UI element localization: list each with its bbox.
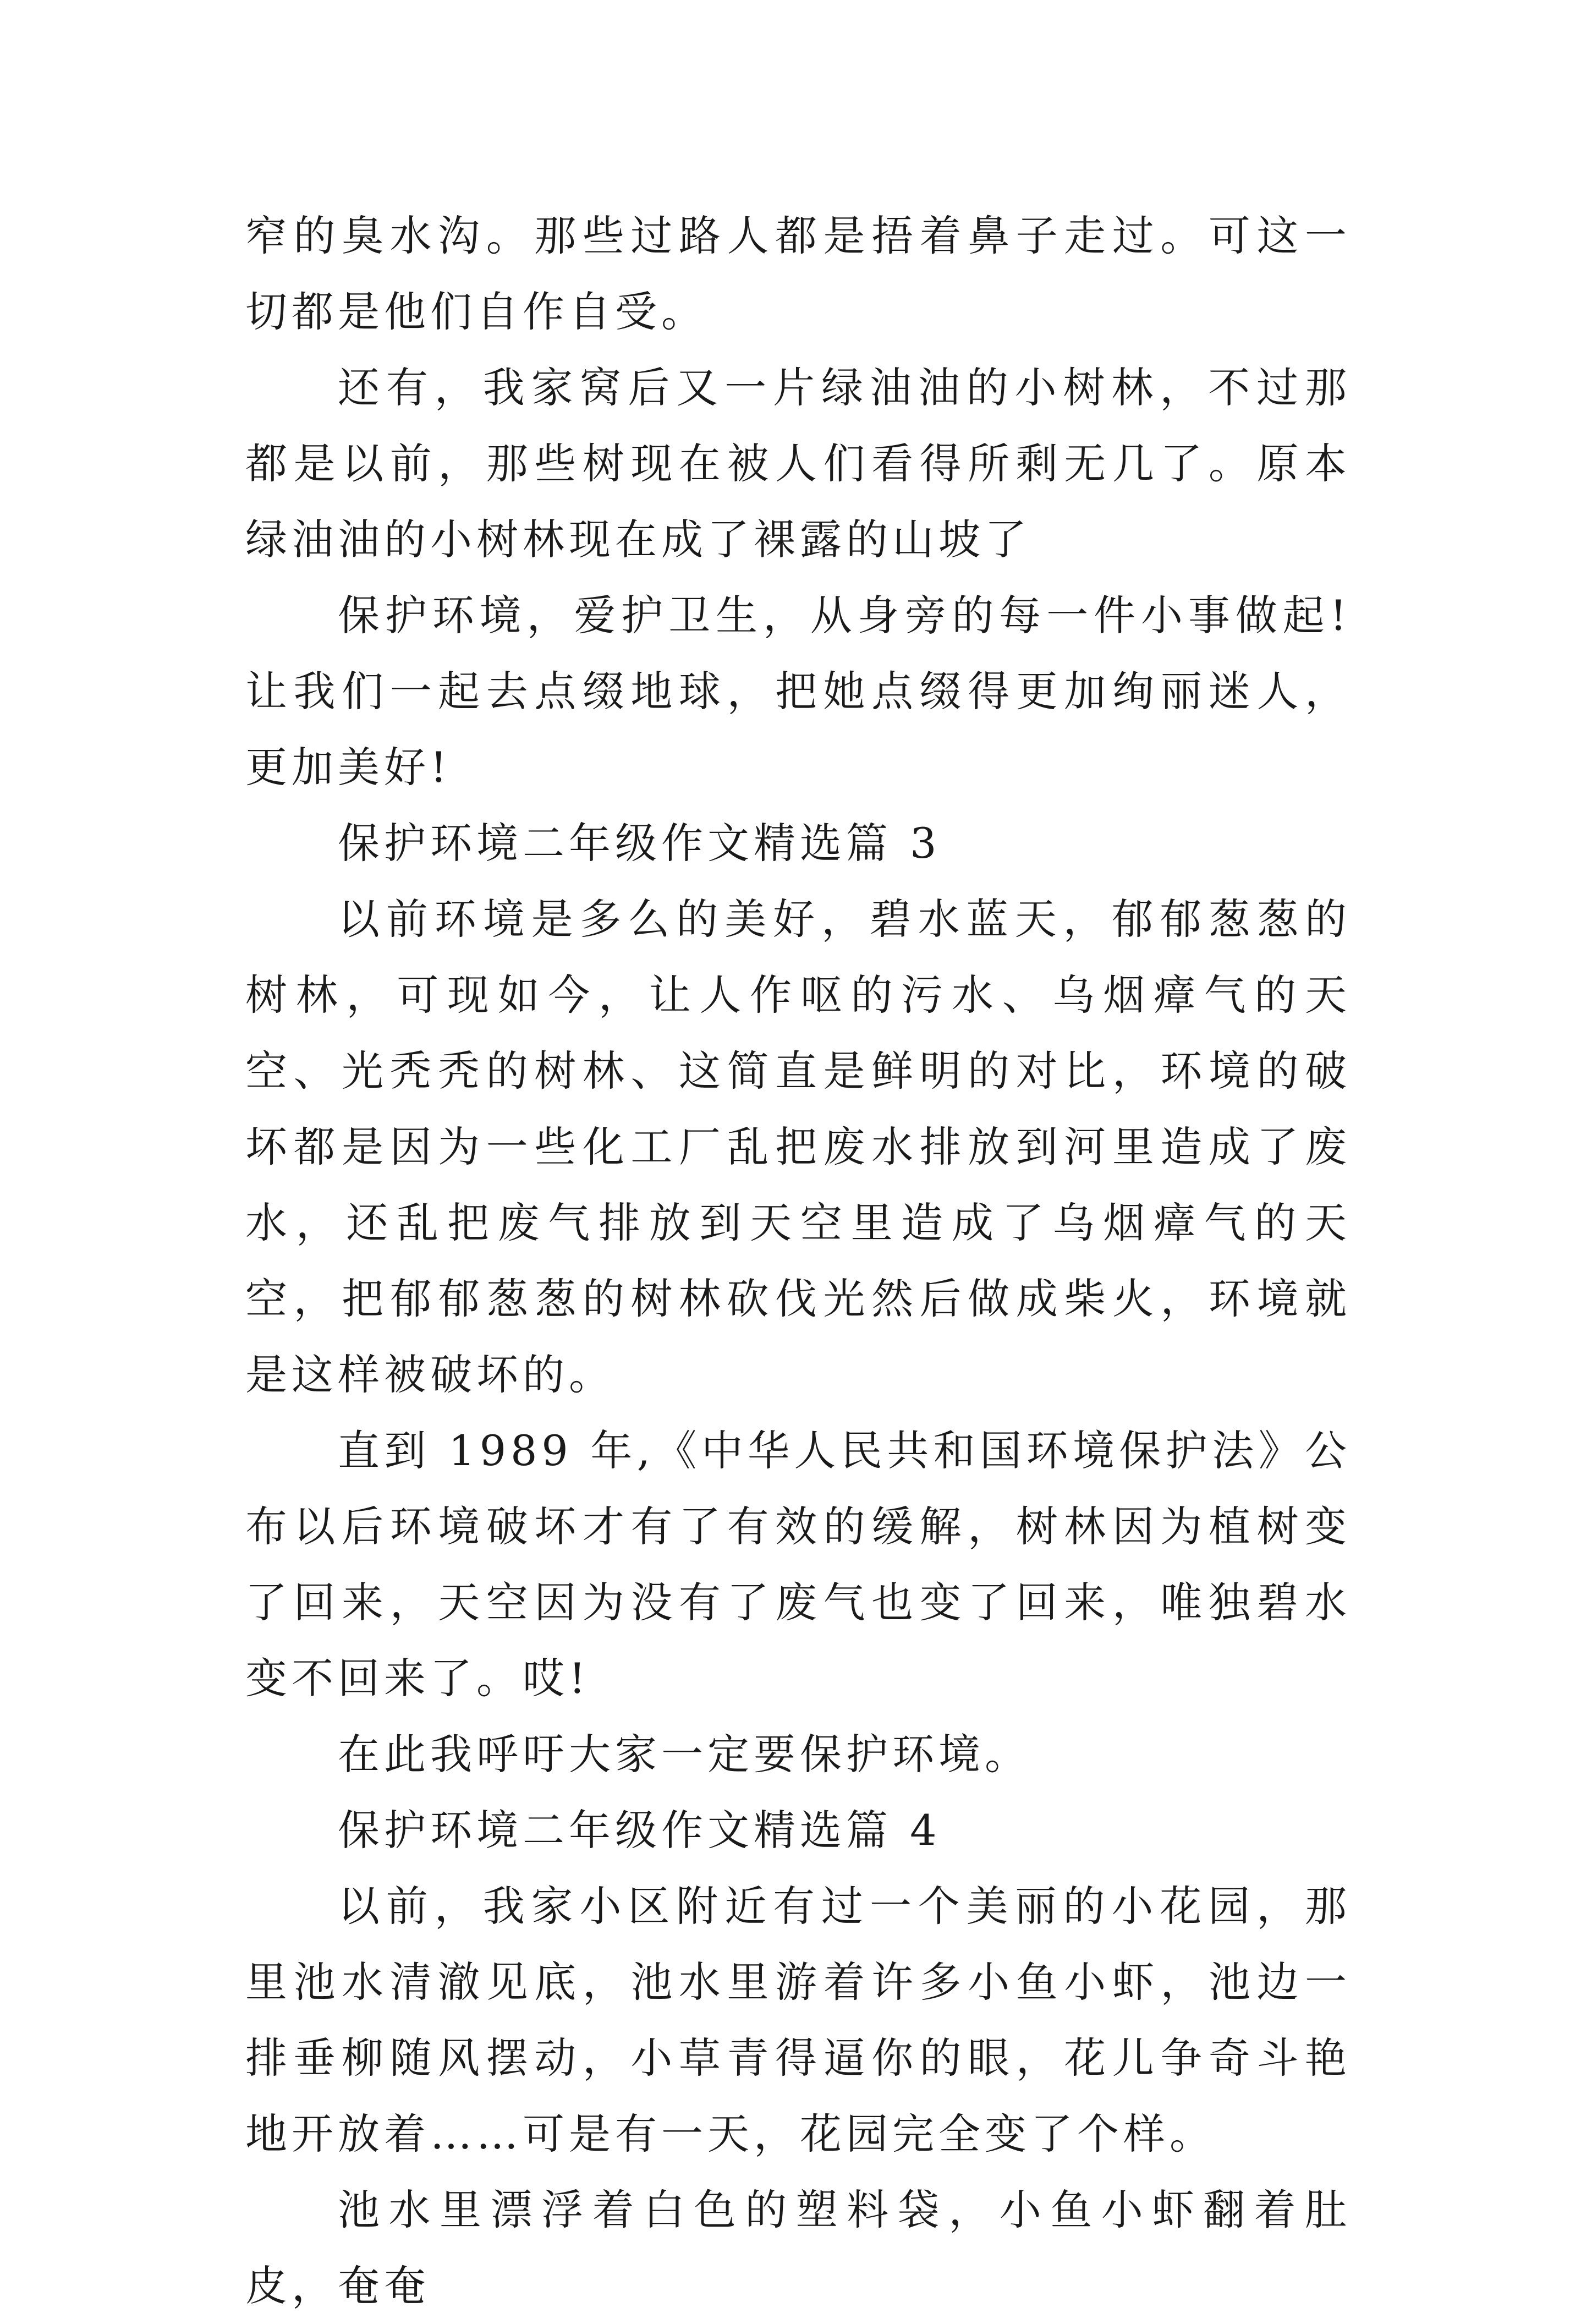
essay-heading-4: 保护环境二年级作文精选篇 4 (338, 1806, 941, 1855)
paragraph-appeal: 在此我呼吁大家一定要保护环境。 (338, 1730, 1031, 1779)
paragraph-continuation: 窄的臭水沟。那些过路人都是捂着鼻子走过。可这一切都是他们自作自受。 (245, 211, 1351, 336)
paragraph-pond: 池水里漂浮着白色的塑料袋，小鱼小虾翻着肚皮，奄奄 (245, 2185, 1351, 2310)
paragraph-garden: 以前，我家小区附近有过一个美丽的小花园，那里池水清澈见底，池水里游着许多小鱼小虾，池边一排垂柳随风摆动，小草青得逼你的眼，花儿争奇斗艳地开放着……可是有一天，花园完全变了个样。 (245, 1882, 1351, 2158)
paragraph-call-to-action: 保护环境，爱护卫生，从身旁的每一件小事做起!让我们一起去点缀地球，把她点缀得更加绚丽迷人，更加美好! (245, 591, 1351, 792)
paragraph-woods: 还有，我家窝后又一片绿油油的小树林，不过那都是以前，那些树现在被人们看得所剩无几了。原本绿油油的小树林现在成了裸露的山坡了 (245, 363, 1351, 564)
document-body (245, 198, 1351, 2324)
paragraph-environment-past: 以前环境是多么的美好，碧水蓝天，郁郁葱葱的树林，可现如今，让人作呕的污水、乌烟瘴气的天空、光秃秃的树林、这简直是鲜明的对比，环境的破坏都是因为一些化工厂乱把废水排放到河里造成了废水，还乱把废气排放到天空里造成了乌烟瘴气的天空，把郁郁葱葱的树林砍伐光然后做成柴火，环境就是这样被破坏的。 (245, 895, 1351, 1399)
essay-heading-3: 保护环境二年级作文精选篇 3 (338, 819, 941, 868)
paragraph-law-1989: 直到 1989 年,《中华人民共和国环境保护法》公布以后环境破坏才有了有效的缓解，树林因为植树变了回来，天空因为没有了废气也变了回来，唯独碧水变不回来了。哎! (245, 1426, 1351, 1703)
